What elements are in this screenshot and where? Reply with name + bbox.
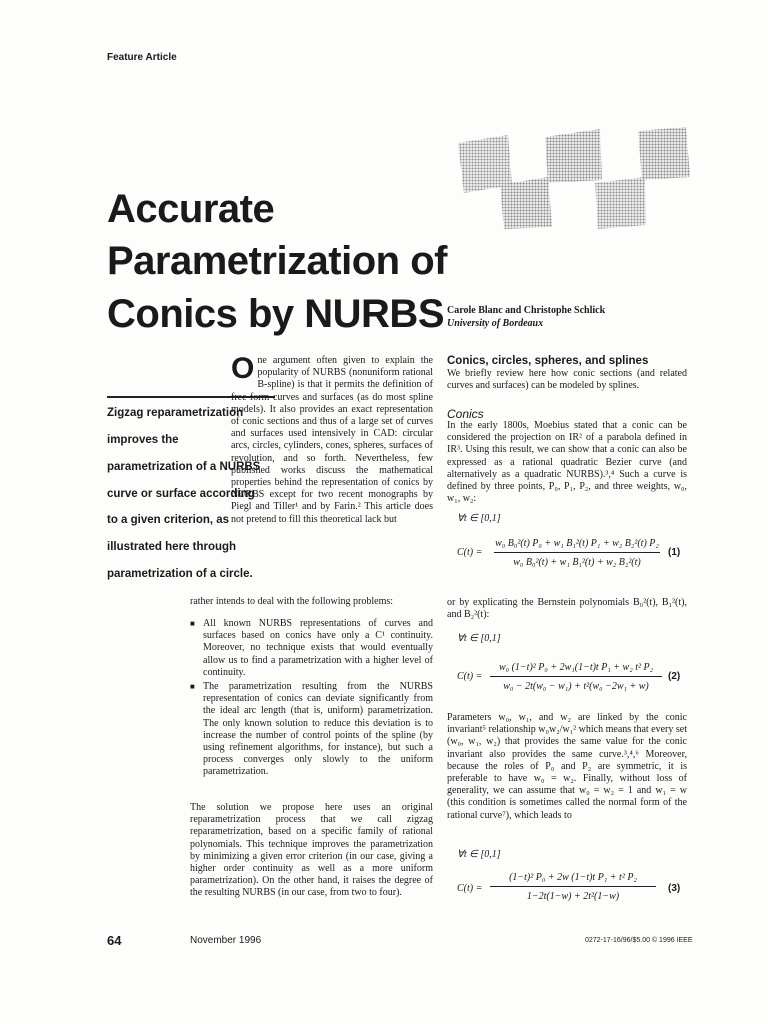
equation-1-numerator: w₀ B₀²(t) P₀ + w₁ B₁²(t) P₁ + w₂ B₂²(t) P₂ xyxy=(495,538,659,549)
equation-1-denominator: w₀ B₀²(t) + w₁ B₁²(t) + w₂ B₂²(t) xyxy=(513,557,641,568)
equation-3-quantifier: ∀t ∈ [0,1] xyxy=(457,849,501,860)
article-title-line-2: Parametrization of xyxy=(107,239,447,283)
author-names: Carole Blanc and Christophe Schlick xyxy=(447,305,606,316)
conics-paragraph: In the early 1800s, Moebius stated that a conic can be considered the projection on IR² of a parabola defined in IR³. Using this result, we can show that a conic can also be expressed as a rational quadratic Bezier curve (and alternatively as a quadratic NURBS).³,⁴ Such a curve is defined by three points, P₀, P₁, P₂, and three weights, w₀, w₁, w₂: xyxy=(447,420,687,505)
deck-line: to a given criterion, as xyxy=(107,514,230,526)
equation-3-number: (3) xyxy=(668,883,681,894)
author-block xyxy=(447,304,605,330)
article-title-line-1: Accurate xyxy=(107,187,275,231)
equation-1-quantifier: ∀t ∈ [0,1] xyxy=(457,513,501,524)
solution-paragraph: The solution we propose here uses an original reparametrization process that we call zigzag reparametrization, based on a specific family of rational polynomials. This technique improves the parametrization by minimizing a given error criterion (in our case, giving a higher order continuity as well as a more uniform parametrization). On the other hand, it raises the degree of the resulting NURBS (in our case, from two to four). xyxy=(190,802,433,899)
decorative-texture-graphic xyxy=(450,125,700,230)
equation-2-numerator: w₀ (1−t)² P₀ + 2w₁(1−t)t P₁ + w₂ t² P₂ xyxy=(498,662,654,673)
subsection-heading: Conics xyxy=(447,407,484,421)
equation-3-numerator: (1−t)² P₀ + 2w (1−t)t P₁ + t² P₂ xyxy=(509,872,637,883)
deck-line: parametrization of a circle. xyxy=(107,568,253,580)
equation-2-lhs: C(t) = xyxy=(457,671,483,682)
lede-continuation: rather intends to deal with the following problems: xyxy=(190,596,394,607)
deck-line: illustrated here through xyxy=(107,541,237,553)
parameters-paragraph: Parameters w₀, w₁, and w₂ are linked by the conic invariant⁵ relationship w₀w₂/w₁² which means that every set (w₀, w₁, w₂) that provides the same value for the conic invariant also provides the same curve.³,⁴,⁶ Moreover, because the roles of P₀ and P₂ are symmetric, it is preferable to have w₀ = w₂. Finally, without loss of generality, we can assume that w₀ = w₂ = 1 and w₁ = w (this condition is sometimes called the normal form of the rational curve⁷), which leads to xyxy=(447,712,687,821)
equation-1-lhs: C(t) = xyxy=(457,547,483,558)
equation-1-number: (1) xyxy=(668,547,681,558)
equation-2-fraction-bar xyxy=(490,676,662,677)
bernstein-paragraph: or by explicating the Bernstein polynomials B₀²(t), B₁²(t), and B₂²(t): xyxy=(447,597,687,621)
copyright-code: 0272-17-16/96/$5.00 © 1996 IEEE xyxy=(585,937,693,944)
issue-date: November 1996 xyxy=(190,935,262,946)
deck-line: curve or surface according xyxy=(107,488,255,500)
deck-line: parametrization of a NURBS xyxy=(107,461,261,473)
lede-text: ne argument often given to explain the popularity of NURBS (nonuniform rational B-spline) is that it permits the definition of free-form curves and surfaces (as do most spline models). It also provides an exact representation of conic sections and thus of a large set of curves and surfaces used intensively in CAD: circular arcs, circles, cylinders, cones, spheres, surfaces of revolution, and so forth. Nevertheless, few published works discuss the mathematical properties behind the representation of conics by NURBS except for two recent monographs by Piegl and Tiller¹ and by Farin.² This article does not pretend to fill this theoretical lack but xyxy=(231,355,433,525)
equation-2-quantifier: ∀t ∈ [0,1] xyxy=(457,633,501,644)
article-title-line-3: Conics by NURBS xyxy=(107,292,444,336)
deck-line: improves the xyxy=(107,434,179,446)
drop-cap: O xyxy=(231,352,255,385)
section-heading: Conics, circles, spheres, and splines xyxy=(447,355,649,367)
equation-1-fraction-bar xyxy=(494,552,660,553)
section-label: Feature Article xyxy=(107,52,177,63)
list-item: ■ All known NURBS representations of curves and surfaces based on conics have only a C¹ continuity. Moreover, no technique exists that would eventually allow us to find a parametrization with a higher level of continuity. xyxy=(190,618,433,679)
equation-3-fraction-bar xyxy=(490,886,656,887)
section-intro: We briefly review here how conic sections (and related curves and surfaces) can be modeled by splines. xyxy=(447,368,687,392)
equation-2-denominator: w₀ − 2t(w₀ − w₁) + t²(w₀ −2w₁ + w) xyxy=(503,681,649,692)
equation-2-number: (2) xyxy=(668,671,681,682)
page-number: 64 xyxy=(107,933,122,948)
problem-list xyxy=(190,618,433,781)
list-item: ■ The parametrization resulting from the NURBS representation of conics can deviate significantly from the ideal arc length (that is, uniform) parametrization. The only known solution to reduce this deviation is to increase the number of control points of the spline (by using refinement algorithms, for instance), but such a process converges only slowly to the uniform parametrization. xyxy=(190,681,433,779)
deck-line: Zigzag reparametrization xyxy=(107,407,244,419)
equation-3-denominator: 1−2t(1−w) + 2t²(1−w) xyxy=(526,891,620,902)
lede-paragraph xyxy=(231,352,433,526)
author-affiliation: University of Bordeaux xyxy=(447,318,544,329)
equation-3-lhs: C(t) = xyxy=(457,883,483,894)
